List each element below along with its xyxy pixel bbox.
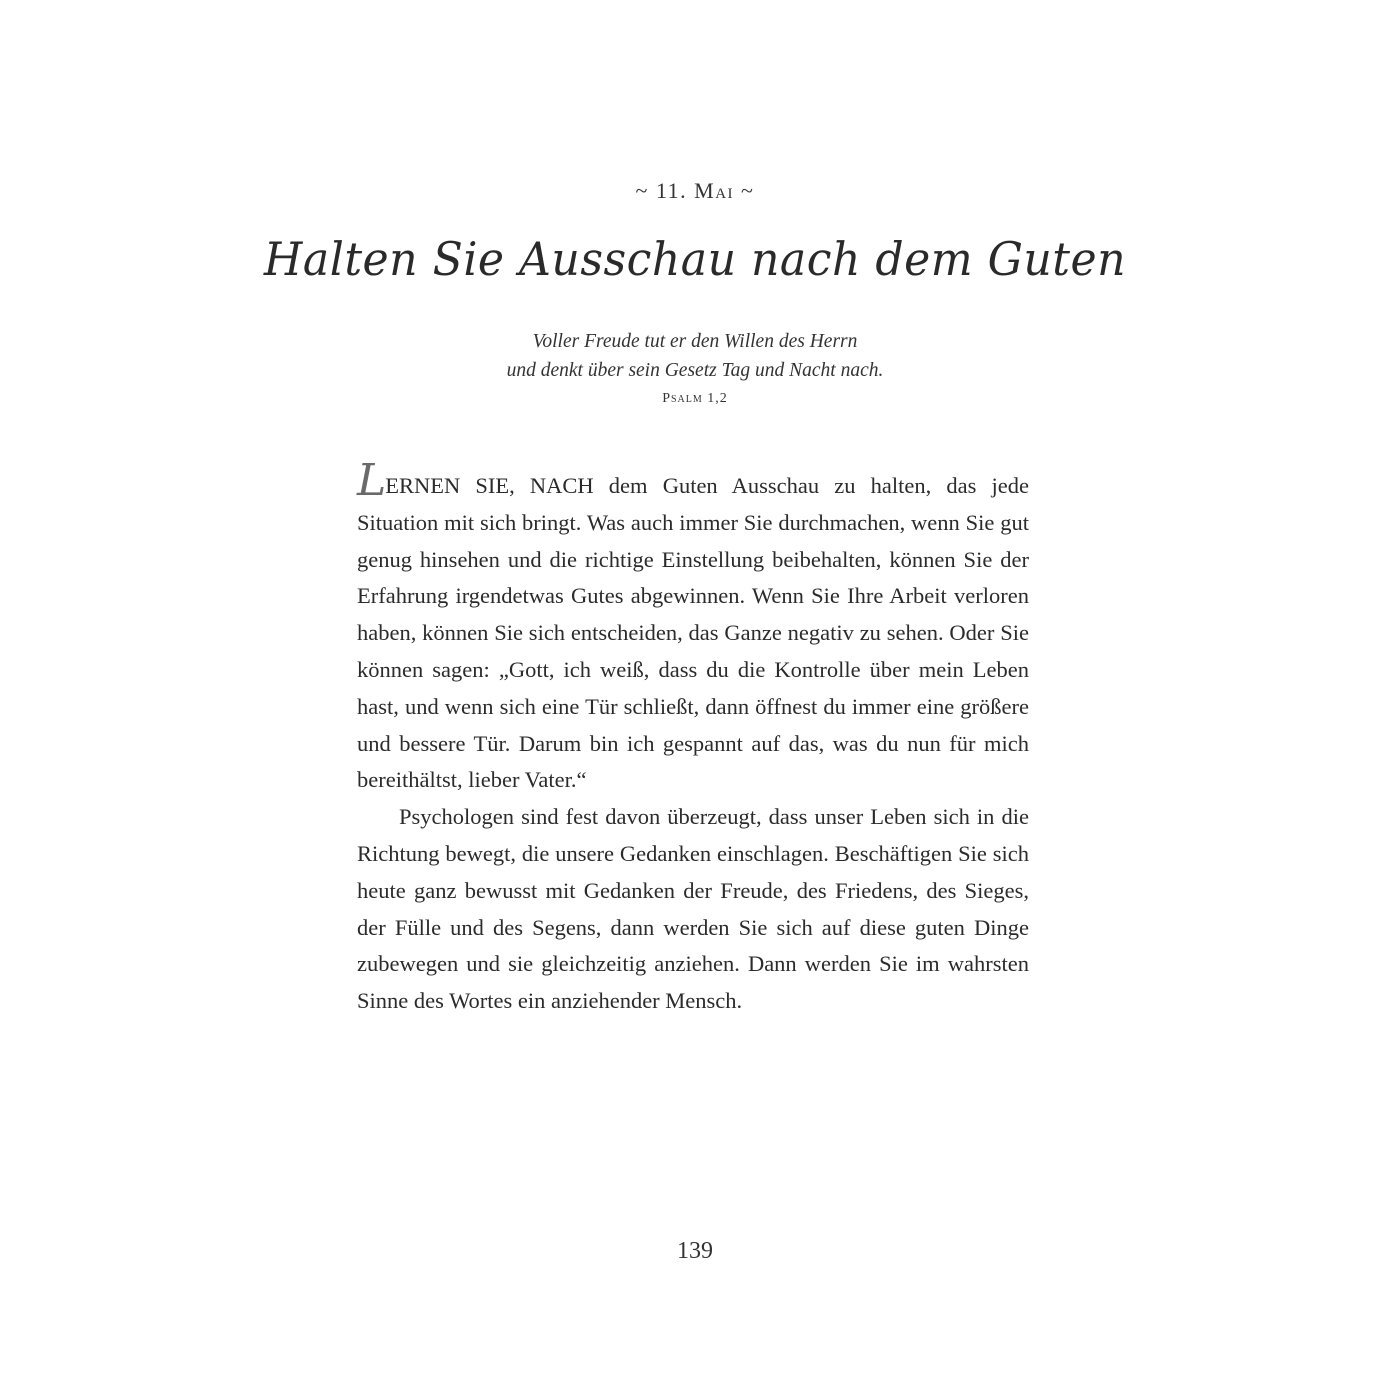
paragraph-1-text: dem Guten Ausschau zu halten, das jede Situation mit sich bringt. Was auch immer Sie durchmachen, wenn Sie gut genug hinsehen und die richtige Einstellung beibehalten, können Sie der Erfahrung irgendetwas Gutes abgewinnen. Wenn Sie Ihre Arbeit verloren haben, können Sie sich entscheiden, das Ganze negativ zu sehen. Oder Sie können sagen: „Gott, ich weiß, dass du die Kontrolle über mein Leben hast, und wenn sich eine Tür schließt, dann öffnest du immer eine größere und bessere Tür. Darum bin ich gespannt auf das, was du nun für mich bereithältst, lieber Vater.“ — [357, 473, 1029, 793]
drop-cap: L — [357, 455, 385, 506]
body-text — [357, 455, 1029, 1020]
epigraph-verse — [0, 327, 1390, 385]
verse-line-2: und denkt über sein Gesetz Tag und Nacht nach. — [506, 360, 884, 381]
page-title: Halten Sie Ausschau nach dem Guten — [263, 232, 1127, 286]
page-number: 139 — [677, 1238, 713, 1264]
paragraph-1 — [357, 455, 1029, 799]
verse-reference: Psalm 1,2 — [662, 391, 728, 406]
verse-line-1: Voller Freude tut er den Willen des Herrn — [532, 331, 858, 352]
date-heading: ~ 11. Mai ~ — [635, 178, 755, 203]
paragraph-2: Psychologen sind fest davon überzeugt, dass unser Leben sich in die Richtung bewegt, die unsere Gedanken einschlagen. Beschäftigen Sie sich heute ganz bewusst mit Gedanken der Freude, des Friedens, des Sieges, der Fülle und des Segens, dann werden Sie sich auf diese guten Dinge zubewegen und sie gleichzeitig anziehen. Dann werden Sie im wahrsten Sinne des Wortes ein anziehender Mensch. — [357, 804, 1029, 1014]
paragraph-1-lead: ERNEN SIE, NACH — [385, 473, 594, 498]
